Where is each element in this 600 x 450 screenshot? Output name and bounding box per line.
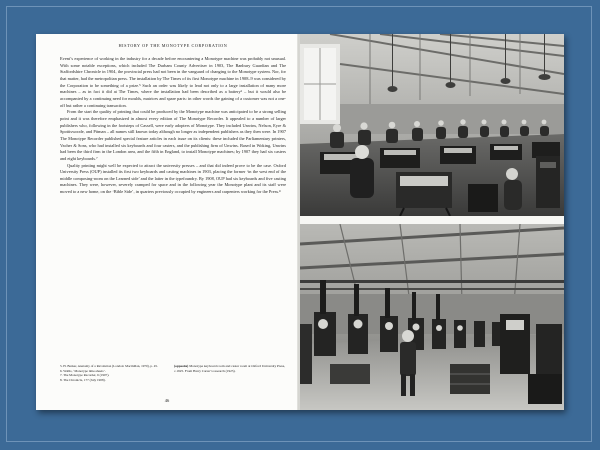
running-head: HISTORY OF THE MONOTYPE CORPORATION xyxy=(118,43,228,48)
footnote-8: 8. The Chronicle, 177 (July 1908). xyxy=(60,378,106,383)
caption-text: Monotype keyboard room and caster room at Oxford University Press, c.1925. From Harry Carter’s research (1925). xyxy=(174,364,286,373)
photo-caption xyxy=(174,364,286,373)
footnotes xyxy=(60,364,164,383)
paragraph-3: Quality printing might well be expected to attract the university presses – and that did indeed prove to be the case. Oxford University Press (OUP) installed its first two keyboards and casting machines in 1903, placing the former ‘in the west end of the middle composing-room on the Learned side’ and the latter in the typefoundry. By 1908, OUP had six keyboards and five casting machines. They were, however, severely cramped for space and in the following year the Monotype plant and its staff were moved to a new home, on the ‘Bible Side’, in quarters previously occupied by engineers and carpenters working for the Press.⁸ xyxy=(60,162,286,195)
left-page xyxy=(36,34,298,410)
caption-label: (opposite) xyxy=(174,364,189,368)
footnote-6: 6. Wallis, ‘Monotype time-sheets’. xyxy=(60,368,106,373)
page-number: 46 xyxy=(164,398,170,403)
keyboard-room-photo xyxy=(300,34,564,216)
book-spread xyxy=(36,34,564,410)
footnote-5: 5. H. Barker, Anatomy of a Revolution (London: Macmillan, 1970), p. 45. xyxy=(60,364,158,368)
footnote-7: 7. The Monotype Recorder, 6 (1907). xyxy=(60,373,110,378)
body-text xyxy=(60,56,286,196)
right-page xyxy=(300,34,564,410)
caster-room-illustration xyxy=(300,224,564,410)
paragraph-2: From the start the quality of printing that could be produced by the Monotype machine was anticipated to be a strong selling point and it was therefore emphasized in almost every edition of The Monotype Recorder. It appealed to a number of larger publishers who, following in the footsteps of Cassell, were early adopters of Monotype. They included Unwins, Nelson, Eyre & Spottiswoode, and Pitman – all names still known today although no longer as independent publishers as they then were. In 1907 The Monotype Recorder published special feature articles in each issue on its clients: these included the Parliamentary printers, Vacher & Sons, who had installed six keyboards and four casters, and the publishing firm of Unwins. Based in Woking, Unwins had been the third firm in the London area, and the fifth in England, to install Monotype machines; by 1907 they had six casters and eight keyboards.⁷ xyxy=(60,109,286,161)
caster-room-photo xyxy=(300,224,564,410)
paragraph-1: Event’s experience of working in the industry for a decade before encountering a Monotype machine was probably not unusual. With some notable exceptions, which included The Durham County Advertiser in 1903, The Banbury Guardian and The Staffordshire Chronicle in 1904, the provincial press had not been in the vanguard of changing to the Monotype system. Nor, for that matter, had the metropolitan press. The installation by The Times of its first Monotype machine in 1908–9 was considered by the Corporation to be something of a prize.⁵ Such an order was likely to lead not only to a large installation of many more machines – as in fact it did at The Times, where the installation had been described as a battery⁶ – but it would also be accompanied by a continuing need for moulds, matrices and spare parts: in other words the gaining of a customer was not a one-off but rather a continuing transaction. xyxy=(60,56,286,108)
keyboard-room-illustration xyxy=(300,34,564,216)
